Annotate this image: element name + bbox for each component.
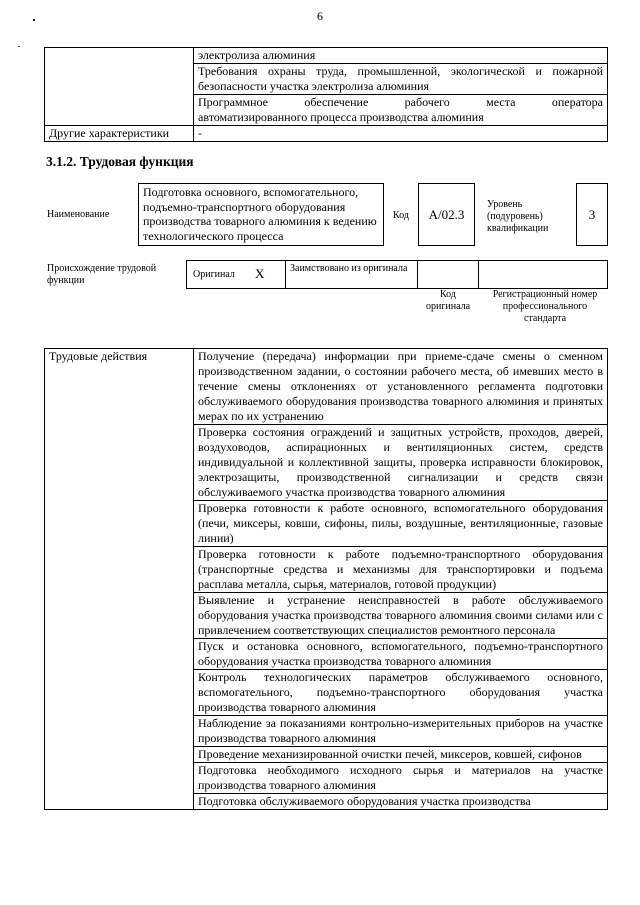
- text-line: Программное обеспечение рабочего места оператора: [198, 95, 603, 109]
- row-text: [194, 95, 608, 126]
- text-line: Требования охраны труда, промышленной, экологической и пожарной: [198, 64, 603, 78]
- original-mark: X: [255, 266, 265, 281]
- row-text: [194, 48, 608, 64]
- labor-action-item: Контроль технологических параметров обслуживаемого основного, вспомогательного, подъемно-транспортного оборудования участка производства товарного алюминия: [194, 670, 608, 716]
- origin-label: Происхождение трудовой функции: [47, 263, 157, 286]
- labor-action-item: Пуск и остановка основного, вспомогательного, подъемно-транспортного оборудования участка производства товарного алюминия: [194, 639, 608, 670]
- name-label: Наименование: [47, 209, 110, 220]
- table-row: [45, 48, 608, 64]
- scan-speck: [33, 19, 35, 21]
- row-label: Другие характеристики: [45, 126, 194, 142]
- labor-action-item: Наблюдение за показаниями контрольно-измерительных приборов на участке производства товарного алюминия: [194, 716, 608, 747]
- scan-speck: [18, 46, 20, 47]
- table-row: [45, 126, 608, 142]
- empty-label-cell: [45, 48, 194, 126]
- section-heading: 3.1.2. Трудовая функция: [46, 154, 194, 169]
- code-value: А/02.3: [428, 207, 465, 222]
- divider: [285, 261, 286, 288]
- original-label: Оригинал: [193, 269, 235, 280]
- text-line: -: [198, 126, 202, 140]
- code-label: Код: [393, 210, 409, 221]
- labor-action-item: Подготовка обслуживаемого оборудования участка производства: [194, 794, 608, 810]
- labor-action-item: Проверка готовности к работе основного, вспомогательного оборудования (печи, миксеры, ковши, сифоны, пилы, воздушные, вентиляционные, газовые линии): [194, 501, 608, 547]
- labor-action-item: Выявление и устранение неисправностей в работе обслуживаемого оборудования участка производства товарного алюминия своими силами или с привлечением соответствующих специалистов ремонтного персонала: [194, 593, 608, 639]
- origin-table: [186, 260, 608, 289]
- function-name: Подготовка основного, вспомогательного, подъемно-транспортного оборудования производства товарного алюминия к ведению технологического процесса: [143, 185, 377, 243]
- labor-action-item: Проведение механизированной очистки печей, миксеров, ковшей, сифонов: [194, 747, 608, 763]
- text-line: электролиза алюминия: [198, 48, 316, 62]
- row-text: [194, 126, 608, 142]
- page-number: 6: [317, 9, 323, 23]
- level-box: [576, 183, 608, 246]
- text-line: автоматизированного процесса производства алюминия: [198, 110, 484, 124]
- divider: [417, 261, 418, 288]
- labor-action-item: Проверка готовности к работе подъемно-транспортного оборудования (транспортные средства и механизмы для транспортировки и подъема расплава металла, сырья, материалов, готовой продукции): [194, 547, 608, 593]
- labor-actions-table: [44, 348, 608, 810]
- reg-caption: Регистрационный номер профессионального стандарта: [492, 289, 598, 324]
- labor-action-item: Проверка состояния ограждений и защитных устройств, проходов, дверей, воздуховодов, аспирационных и вентиляционных систем, средств индивидуальной и коллективной защиты, проверка исправности блокировок, электрозащиты, производственной сигнализации и средств связи обслуживаемого участка производства товарного алюминия: [194, 425, 608, 501]
- code-box: [418, 183, 475, 246]
- labor-actions-label: Трудовые действия: [45, 349, 194, 810]
- labor-action-item: Получение (передача) информации при приеме-сдаче смены о сменном производственном задании, о состоянии рабочего места, об имевших место в течение смены отклонениях от установленного регламента подготовки обслуживаемого оборудования производства товарного алюминия и принятых мерах по их устранению: [194, 349, 608, 425]
- text-line: безопасности участка электролиза алюминия: [198, 79, 430, 93]
- level-label: Уровень (подуровень) квалификации: [487, 199, 549, 234]
- divider: [478, 261, 479, 288]
- row-text: [194, 64, 608, 95]
- level-value: 3: [588, 207, 596, 222]
- table-row: [45, 349, 608, 425]
- code-caption: Код оригинала: [425, 289, 471, 312]
- borrowed-label: Заимствовано из оригинала: [290, 263, 408, 274]
- function-name-box: [138, 183, 384, 246]
- labor-action-item: Подготовка необходимого исходного сырья и материалов на участке производства товарного алюминия: [194, 763, 608, 794]
- continuation-table: [44, 47, 608, 142]
